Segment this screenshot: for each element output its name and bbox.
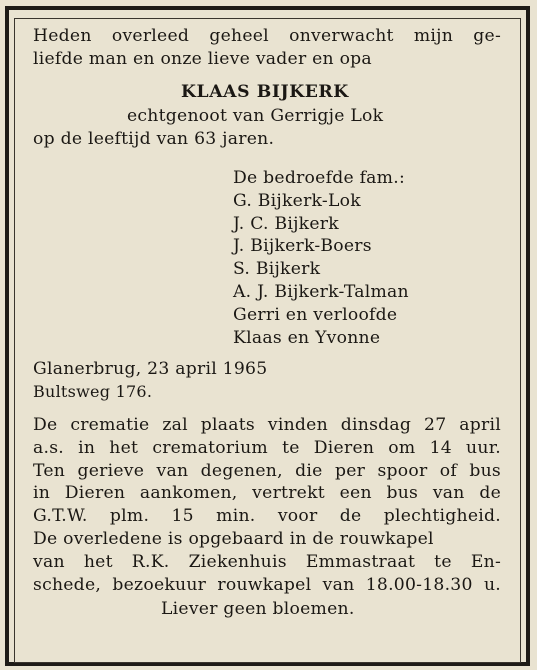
details-line: a.s. in het crematorium te Dieren om 14 uur. [33, 437, 501, 458]
details-line: De crematie zal plaats vinden dinsdag 27 april [33, 414, 501, 435]
details-line: Ten gerieve van degenen, die per spoor of bus [33, 460, 501, 481]
family-list [33, 167, 501, 349]
death-notice [33, 25, 501, 621]
details-line: van het R.K. Ziekenhuis Emmastraat te En- [33, 551, 501, 572]
age-line: op de leeftijd van 63 jaren. [33, 129, 275, 150]
details-line: G.T.W. plm. 15 min. voor de plechtigheid. [33, 506, 501, 527]
deceased-name: KLAAS BIJKERK [181, 81, 349, 102]
details-line: schede, bezoekuur rouwkapel van 18.00-18.30 u. [33, 574, 501, 595]
family-member: J. Bijkerk-Boers [233, 236, 372, 257]
family-member: S. Bijkerk [233, 259, 321, 280]
family-member: Gerri en verloofde [233, 304, 398, 325]
family-member: G. Bijkerk-Lok [233, 190, 361, 211]
family-heading: De bedroefde fam.: [233, 167, 405, 188]
closing-note: Liever geen bloemen. [161, 599, 355, 620]
intro-line-1: Heden overleed geheel onverwacht mijn ge- [33, 26, 501, 46]
funeral-details [33, 414, 501, 596]
spouse-line: echtgenoot van Gerrigje Lok [127, 106, 384, 127]
address: Bultsweg 176. [33, 382, 153, 402]
family-member: J. C. Bijkerk [233, 213, 339, 234]
details-line: De overledene is opgebaard in de rouwkapel [33, 528, 434, 549]
intro-line-2: liefde man en onze lieve vader en opa [33, 48, 372, 69]
details-line: in Dieren aankomen, vertrekt een bus van de [33, 483, 501, 504]
place-date: Glanerbrug, 23 april 1965 [33, 359, 268, 380]
family-member: Klaas en Yvonne [233, 327, 381, 348]
family-member: A. J. Bijkerk-Talman [233, 281, 409, 302]
